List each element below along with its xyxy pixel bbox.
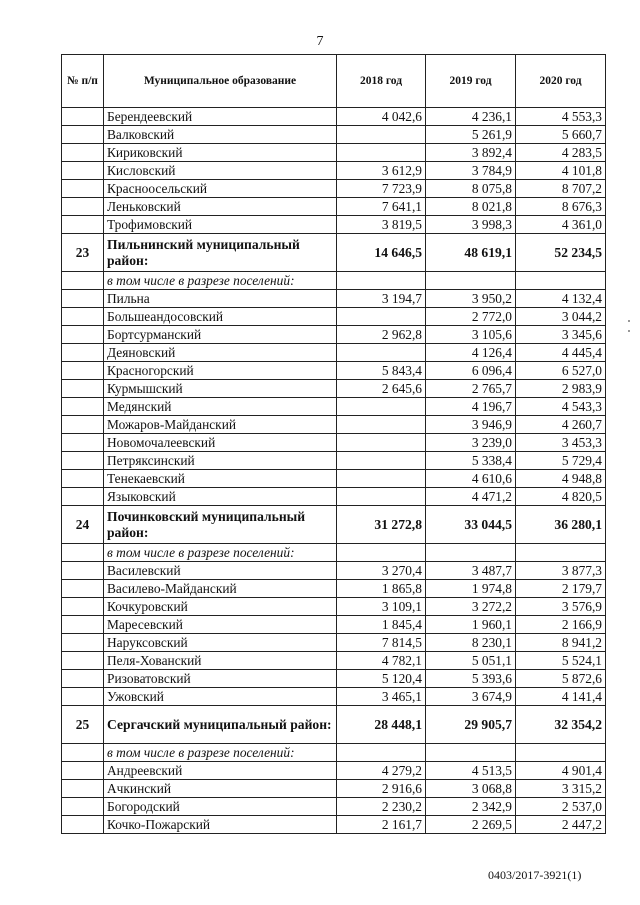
value-2019-cell: 4 126,4 (426, 344, 516, 362)
value-2018-cell: 4 042,6 (337, 108, 426, 126)
row-number-cell (62, 180, 104, 198)
value-2019-cell: 5 393,6 (426, 670, 516, 688)
value-2018-cell (337, 434, 426, 452)
value-2020-cell: 8 941,2 (516, 634, 606, 652)
value-2019-cell: 2 765,7 (426, 380, 516, 398)
value-2019-cell: 1 974,8 (426, 580, 516, 598)
value-2020-cell: 3 044,2 (516, 308, 606, 326)
district-row (62, 506, 606, 544)
header-num: № п/п (62, 55, 104, 108)
value-2019-cell (426, 544, 516, 562)
municipality-name-cell: Кисловский (104, 162, 337, 180)
value-2018-cell (337, 416, 426, 434)
value-2020-cell: 3 345,6 (516, 326, 606, 344)
municipality-name-cell: в том числе в разрезе поселений: (104, 272, 337, 290)
district-row (62, 234, 606, 272)
value-2018-cell (337, 470, 426, 488)
row-number-cell (62, 762, 104, 780)
municipality-name-cell: в том числе в разрезе поселений: (104, 544, 337, 562)
value-2020-cell: 4 948,8 (516, 470, 606, 488)
table-row (62, 798, 606, 816)
row-number-cell (62, 326, 104, 344)
row-number-cell (62, 126, 104, 144)
value-2018-cell: 5 120,4 (337, 670, 426, 688)
value-2020-cell: 52 234,5 (516, 234, 606, 272)
row-number-cell (62, 362, 104, 380)
value-2018-cell: 5 843,4 (337, 362, 426, 380)
value-2020-cell: 8 676,3 (516, 198, 606, 216)
municipality-name-cell: Маресевский (104, 616, 337, 634)
municipality-name-cell: Пильнинский муниципальный район: (104, 234, 337, 272)
value-2019-cell: 2 269,5 (426, 816, 516, 834)
value-2018-cell (337, 126, 426, 144)
row-number-cell (62, 544, 104, 562)
value-2020-cell: 8 707,2 (516, 180, 606, 198)
table-row (62, 452, 606, 470)
row-number-cell (62, 488, 104, 506)
value-2019-cell: 4 610,6 (426, 470, 516, 488)
value-2018-cell (337, 144, 426, 162)
district-row (62, 706, 606, 744)
value-2019-cell: 5 051,1 (426, 652, 516, 670)
header-name: Муниципальное образование (104, 55, 337, 108)
header-2020: 2020 год (516, 55, 606, 108)
budget-table (61, 54, 606, 834)
value-2020-cell: 5 872,6 (516, 670, 606, 688)
table-row (62, 290, 606, 308)
row-number-cell (62, 344, 104, 362)
document-code: 0403/2017-3921(1) (488, 868, 582, 882)
municipality-name-cell: Василево-Майданский (104, 580, 337, 598)
value-2020-cell: 4 260,7 (516, 416, 606, 434)
table-row (62, 598, 606, 616)
row-number-cell (62, 470, 104, 488)
value-2020-cell: 3 315,2 (516, 780, 606, 798)
table-row (62, 634, 606, 652)
municipality-name-cell: Большеандосовский (104, 308, 337, 326)
value-2020-cell: 6 527,0 (516, 362, 606, 380)
table-row (62, 198, 606, 216)
municipality-name-cell: Сергачский муниципальный район: (104, 706, 337, 744)
municipality-name-cell: Пильна (104, 290, 337, 308)
municipality-name-cell: Пеля-Хованский (104, 652, 337, 670)
municipality-name-cell: Бортсурманский (104, 326, 337, 344)
value-2020-cell: 32 354,2 (516, 706, 606, 744)
row-number-cell (62, 162, 104, 180)
municipality-name-cell: Петряксинский (104, 452, 337, 470)
municipality-name-cell: Кириковский (104, 144, 337, 162)
value-2019-cell: 4 236,1 (426, 108, 516, 126)
value-2019-cell: 3 946,9 (426, 416, 516, 434)
row-number-cell (62, 144, 104, 162)
table-row (62, 380, 606, 398)
value-2019-cell: 2 772,0 (426, 308, 516, 326)
value-2018-cell: 31 272,8 (337, 506, 426, 544)
page-number: 7 (316, 34, 324, 49)
row-number-cell (62, 798, 104, 816)
municipality-name-cell: Трофимовский (104, 216, 337, 234)
value-2019-cell: 4 196,7 (426, 398, 516, 416)
table-row (62, 780, 606, 798)
row-number-cell (62, 652, 104, 670)
table-row (62, 434, 606, 452)
subheader-row (62, 744, 606, 762)
table-row (62, 470, 606, 488)
row-number-cell: 25 (62, 706, 104, 744)
row-number-cell: 24 (62, 506, 104, 544)
value-2020-cell: 5 524,1 (516, 652, 606, 670)
value-2018-cell: 3 612,9 (337, 162, 426, 180)
row-number-cell (62, 598, 104, 616)
value-2020-cell: 2 179,7 (516, 580, 606, 598)
municipality-name-cell: Кочко-Пожарский (104, 816, 337, 834)
value-2018-cell: 3 109,1 (337, 598, 426, 616)
municipality-name-cell: Берендеевский (104, 108, 337, 126)
row-number-cell (62, 416, 104, 434)
value-2018-cell: 2 962,8 (337, 326, 426, 344)
row-number-cell (62, 580, 104, 598)
value-2018-cell (337, 344, 426, 362)
municipality-name-cell: Тенекаевский (104, 470, 337, 488)
value-2018-cell (337, 398, 426, 416)
row-number-cell (62, 670, 104, 688)
value-2018-cell (337, 308, 426, 326)
value-2020-cell (516, 272, 606, 290)
scan-speck (628, 320, 630, 322)
value-2018-cell (337, 488, 426, 506)
table-row (62, 616, 606, 634)
value-2020-cell: 4 445,4 (516, 344, 606, 362)
row-number-cell (62, 398, 104, 416)
value-2019-cell: 1 960,1 (426, 616, 516, 634)
municipality-name-cell: Можаров-Майданский (104, 416, 337, 434)
value-2019-cell: 3 105,6 (426, 326, 516, 344)
municipality-name-cell: Валковский (104, 126, 337, 144)
value-2019-cell: 4 513,5 (426, 762, 516, 780)
municipality-name-cell: Деяновский (104, 344, 337, 362)
municipality-name-cell: Медянский (104, 398, 337, 416)
table-row (62, 108, 606, 126)
value-2018-cell: 2 161,7 (337, 816, 426, 834)
municipality-name-cell: Ачкинский (104, 780, 337, 798)
value-2019-cell: 3 068,8 (426, 780, 516, 798)
municipality-name-cell: Ризоватовский (104, 670, 337, 688)
table-row (62, 144, 606, 162)
municipality-name-cell: Красноосельский (104, 180, 337, 198)
value-2019-cell: 2 342,9 (426, 798, 516, 816)
row-number-cell (62, 216, 104, 234)
value-2020-cell: 5 729,4 (516, 452, 606, 470)
municipality-name-cell: Красногорский (104, 362, 337, 380)
scan-speck (628, 330, 630, 332)
table-row (62, 126, 606, 144)
row-number-cell (62, 780, 104, 798)
subheader-row (62, 544, 606, 562)
value-2020-cell: 36 280,1 (516, 506, 606, 544)
table-row (62, 562, 606, 580)
row-number-cell (62, 290, 104, 308)
row-number-cell: 23 (62, 234, 104, 272)
table-row (62, 762, 606, 780)
value-2019-cell: 3 272,2 (426, 598, 516, 616)
municipality-name-cell: Наруксовский (104, 634, 337, 652)
value-2019-cell: 3 892,4 (426, 144, 516, 162)
value-2018-cell: 4 782,1 (337, 652, 426, 670)
value-2018-cell: 7 814,5 (337, 634, 426, 652)
value-2018-cell: 2 645,6 (337, 380, 426, 398)
municipality-name-cell: Языковский (104, 488, 337, 506)
table-row (62, 162, 606, 180)
value-2019-cell: 4 471,2 (426, 488, 516, 506)
row-number-cell (62, 434, 104, 452)
value-2020-cell (516, 544, 606, 562)
table-row (62, 398, 606, 416)
row-number-cell (62, 108, 104, 126)
value-2019-cell: 29 905,7 (426, 706, 516, 744)
municipality-name-cell: Кочкуровский (104, 598, 337, 616)
table-header-row (62, 55, 606, 108)
value-2020-cell: 2 983,9 (516, 380, 606, 398)
value-2019-cell: 33 044,5 (426, 506, 516, 544)
table-row (62, 308, 606, 326)
row-number-cell (62, 198, 104, 216)
value-2020-cell: 4 553,3 (516, 108, 606, 126)
header-2019: 2019 год (426, 55, 516, 108)
municipality-name-cell: в том числе в разрезе поселений: (104, 744, 337, 762)
value-2020-cell: 5 660,7 (516, 126, 606, 144)
value-2020-cell: 3 877,3 (516, 562, 606, 580)
value-2020-cell: 4 141,4 (516, 688, 606, 706)
table-row (62, 488, 606, 506)
value-2018-cell: 1 845,4 (337, 616, 426, 634)
table-row (62, 362, 606, 380)
table-row (62, 180, 606, 198)
value-2020-cell: 2 447,2 (516, 816, 606, 834)
municipality-name-cell: Курмышский (104, 380, 337, 398)
table-row (62, 216, 606, 234)
table-row (62, 652, 606, 670)
value-2018-cell: 14 646,5 (337, 234, 426, 272)
table-row (62, 416, 606, 434)
municipality-name-cell: Починковский муниципальный район: (104, 506, 337, 544)
value-2019-cell: 8 075,8 (426, 180, 516, 198)
value-2020-cell: 4 132,4 (516, 290, 606, 308)
value-2019-cell: 48 619,1 (426, 234, 516, 272)
municipality-name-cell: Андреевский (104, 762, 337, 780)
value-2018-cell: 2 230,2 (337, 798, 426, 816)
municipality-name-cell: Леньковский (104, 198, 337, 216)
value-2019-cell: 3 674,9 (426, 688, 516, 706)
row-number-cell (62, 452, 104, 470)
row-number-cell (62, 308, 104, 326)
value-2018-cell: 3 819,5 (337, 216, 426, 234)
table-row (62, 670, 606, 688)
value-2019-cell: 8 021,8 (426, 198, 516, 216)
value-2020-cell: 2 537,0 (516, 798, 606, 816)
table-body (62, 108, 606, 834)
value-2019-cell: 5 338,4 (426, 452, 516, 470)
value-2020-cell: 4 820,5 (516, 488, 606, 506)
value-2019-cell (426, 744, 516, 762)
municipality-name-cell: Новомочалеевский (104, 434, 337, 452)
value-2018-cell (337, 544, 426, 562)
value-2018-cell (337, 452, 426, 470)
value-2020-cell (516, 744, 606, 762)
value-2019-cell: 6 096,4 (426, 362, 516, 380)
value-2018-cell: 3 270,4 (337, 562, 426, 580)
value-2018-cell: 7 723,9 (337, 180, 426, 198)
value-2019-cell: 3 784,9 (426, 162, 516, 180)
row-number-cell (62, 616, 104, 634)
value-2019-cell: 5 261,9 (426, 126, 516, 144)
row-number-cell (62, 380, 104, 398)
value-2019-cell: 8 230,1 (426, 634, 516, 652)
value-2018-cell: 1 865,8 (337, 580, 426, 598)
value-2018-cell: 4 279,2 (337, 762, 426, 780)
header-2018: 2018 год (337, 55, 426, 108)
value-2020-cell: 3 453,3 (516, 434, 606, 452)
value-2019-cell: 3 487,7 (426, 562, 516, 580)
value-2019-cell: 3 950,2 (426, 290, 516, 308)
municipality-name-cell: Ужовский (104, 688, 337, 706)
value-2020-cell: 4 101,8 (516, 162, 606, 180)
row-number-cell (62, 688, 104, 706)
table-row (62, 580, 606, 598)
table-row (62, 816, 606, 834)
value-2018-cell: 7 641,1 (337, 198, 426, 216)
table-row (62, 344, 606, 362)
value-2020-cell: 4 543,3 (516, 398, 606, 416)
value-2020-cell: 4 283,5 (516, 144, 606, 162)
row-number-cell (62, 272, 104, 290)
row-number-cell (62, 744, 104, 762)
value-2018-cell: 2 916,6 (337, 780, 426, 798)
row-number-cell (62, 562, 104, 580)
value-2018-cell (337, 272, 426, 290)
value-2020-cell: 2 166,9 (516, 616, 606, 634)
row-number-cell (62, 816, 104, 834)
table-row (62, 688, 606, 706)
value-2018-cell: 28 448,1 (337, 706, 426, 744)
value-2020-cell: 4 901,4 (516, 762, 606, 780)
value-2018-cell (337, 744, 426, 762)
municipality-name-cell: Богородский (104, 798, 337, 816)
table-row (62, 326, 606, 344)
value-2018-cell: 3 194,7 (337, 290, 426, 308)
value-2019-cell: 3 998,3 (426, 216, 516, 234)
row-number-cell (62, 634, 104, 652)
subheader-row (62, 272, 606, 290)
value-2020-cell: 4 361,0 (516, 216, 606, 234)
value-2020-cell: 3 576,9 (516, 598, 606, 616)
value-2019-cell: 3 239,0 (426, 434, 516, 452)
value-2018-cell: 3 465,1 (337, 688, 426, 706)
municipality-name-cell: Василевский (104, 562, 337, 580)
value-2019-cell (426, 272, 516, 290)
